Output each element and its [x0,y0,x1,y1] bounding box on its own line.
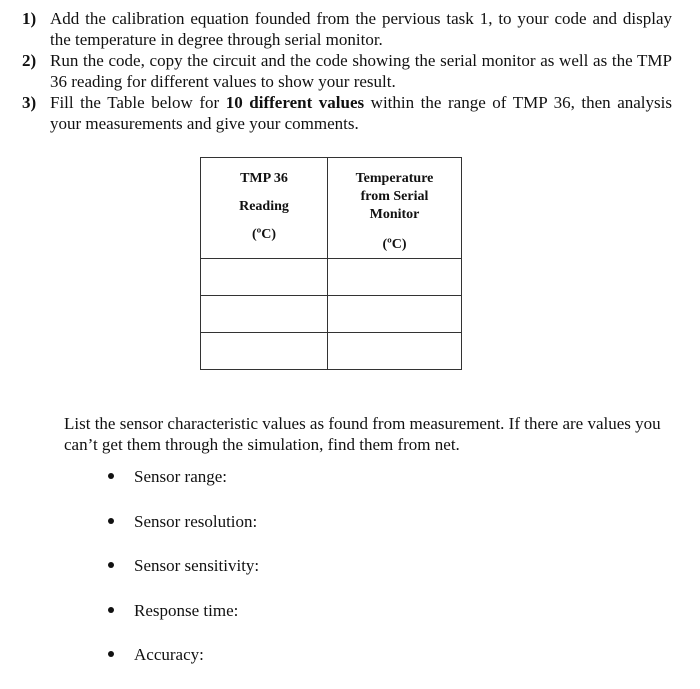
bullet-icon [108,562,114,568]
task-text: Run the code, copy the circuit and the code showing the serial monitor as well as the TMP 36 reading for different values to show your result. [50,51,672,91]
list-item [108,600,259,645]
task-number: 3) [22,93,37,112]
task-item [22,8,672,50]
list-item-label: Sensor range: [134,467,228,486]
header-line: Monitor [369,207,420,222]
bullet-icon [108,651,114,657]
list-item-label: Response time: [134,600,239,620]
task-item [22,50,672,92]
table-row [201,333,462,370]
list-item-label: Sensor sensitivity: [134,556,260,575]
column-header-tmp36-reading [201,158,328,259]
list-item [108,644,259,689]
task-text: Add the calibration equation founded from the pervious task 1, to your code and display the temperature in degree through serial monitor. [50,9,672,49]
table-row [201,259,462,296]
table-cell [201,296,328,333]
task-text-after: within the range of TMP 36, then analysis your measurements and give your comments. [50,93,672,133]
task-text-before: Fill the Table below for [50,93,226,112]
header-line: (ºC) [251,227,277,242]
list-item [108,511,259,556]
bullet-icon [108,518,114,524]
table-cell [328,296,462,333]
table-cell [201,259,328,296]
list-item-label: Sensor resolution: [134,511,258,531]
list-item [108,466,259,511]
task-text-bold: 10 different values [225,93,365,112]
characteristics-list [108,466,259,689]
task-item [22,92,672,134]
task-number: 2) [22,51,37,70]
header-line: from Serial [360,189,429,204]
bullet-icon [108,607,114,613]
column-header-serial-temperature [328,158,462,259]
table-cell [201,333,328,370]
table-row [201,296,462,333]
task-list [22,8,672,134]
table-header-row [201,158,462,259]
table-cell [328,259,462,296]
header-line: Temperature [355,171,434,186]
header-line: Reading [239,199,289,214]
task-number: 1) [22,9,37,28]
list-item [108,555,259,600]
header-line: (ºC) [382,237,407,252]
bullet-icon [108,473,114,479]
list-item-label: Accuracy: [134,645,204,664]
characteristics-intro: List the sensor characteristic values as found from measurement. If there are values you can’t get them through the simulation, find them from net. [64,414,661,454]
header-line: TMP 36 [240,171,288,186]
readings-table [200,157,462,370]
table-cell [328,333,462,370]
